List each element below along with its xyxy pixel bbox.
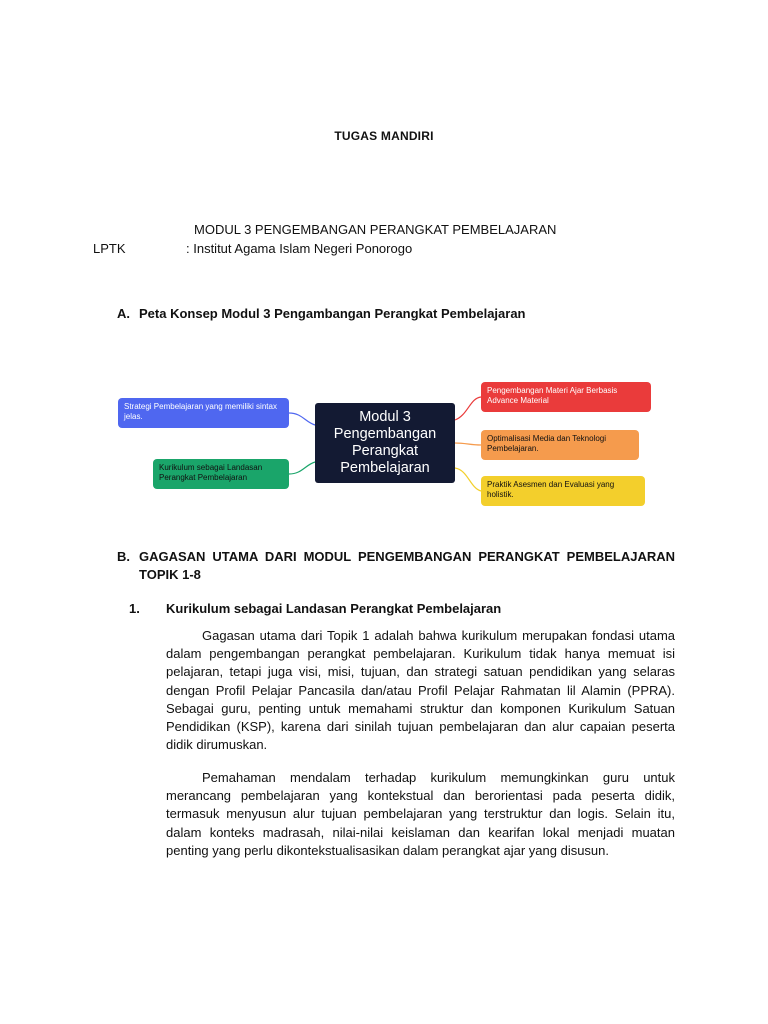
section-b-letter: B.: [117, 549, 130, 564]
center-line: Pengembangan: [333, 426, 437, 442]
mindmap-node-materi-ajar: Pengembangan Materi Ajar Berbasis Advance Material: [481, 382, 651, 412]
concept-map: [0, 370, 768, 520]
connector-blue: [289, 413, 315, 425]
center-line: Pembelajaran: [340, 460, 430, 476]
paragraph-1-text: Gagasan utama dari Topik 1 adalah bahwa kurikulum merupakan fondasi utama dalam pengembangan perangkat pembelajaran. Kurikulum tidak hanya memuat isi pelajaran, tetapi juga visi, misi, tujuan, dan strategi satuan pendidikan yang selaras dengan Profil Pelajar Pancasila dan/atau Profil Pelajar Rahmatan lil Alamin (PPRA). Sebagai guru, penting untuk memahami struktur dan komponen Kurikulum Satuan Pendidikan (KSP), karena dari sinilah tujuan pembelajaran dan alur capaian peserta didik dirumuskan.: [166, 628, 675, 753]
connector-orange: [455, 443, 481, 445]
section-b-line2: TOPIK 1-8: [139, 567, 201, 582]
mindmap-node-strategi: Strategi Pembelajaran yang memiliki sintax jelas.: [118, 398, 289, 428]
module-line: MODUL 3 PENGEMBANGAN PERANGKAT PEMBELAJARAN: [194, 222, 557, 237]
mindmap-center-node: [315, 403, 455, 483]
lptk-value: : Institut Agama Islam Negeri Ponorogo: [186, 241, 413, 256]
connector-yellow: [455, 468, 481, 491]
connector-green: [289, 462, 315, 474]
subsection-1-heading: [129, 601, 501, 616]
paragraph-1: [166, 627, 675, 754]
section-a-letter: A.: [117, 306, 130, 321]
lptk-label: LPTK: [93, 241, 126, 256]
document-title: TUGAS MANDIRI: [334, 129, 434, 143]
paragraph-2: [166, 769, 675, 860]
mindmap-node-asesmen: Praktik Asesmen dan Evaluasi yang holistik.: [481, 476, 645, 506]
center-line: Modul 3: [359, 409, 411, 425]
center-line: Perangkat: [351, 443, 419, 459]
section-a-heading: [117, 306, 526, 321]
mindmap-node-kurikulum: Kurikulum sebagai Landasan Perangkat Pembelajaran: [153, 459, 289, 489]
section-a-text: Peta Konsep Modul 3 Pengambangan Perangkat Pembelajaran: [139, 306, 526, 321]
paragraph-2-text: Pemahaman mendalam terhadap kurikulum memungkinkan guru untuk merancang pembelajaran yang kontekstual dan berorientasi pada peserta didik, termasuk menyusun alur tujuan pembelajaran yang terstruktur dan logis. Selain itu, dalam konteks madrasah, nilai-nilai keislaman dan kearifan lokal menjadi muatan penting yang perlu dikontekstualisasikan dalam perangkat ajar yang disusun.: [166, 770, 675, 858]
mindmap-node-media: Optimalisasi Media dan Teknologi Pembelajaran.: [481, 430, 639, 460]
subsection-1-number: 1.: [129, 601, 140, 616]
subsection-1-text: Kurikulum sebagai Landasan Perangkat Pembelajaran: [166, 601, 502, 616]
section-b-heading: [117, 548, 675, 584]
section-b-line1: GAGASAN UTAMA DARI MODUL PENGEMBANGAN PERANGKAT PEMBELAJARAN: [139, 549, 675, 564]
connector-red: [455, 397, 481, 420]
